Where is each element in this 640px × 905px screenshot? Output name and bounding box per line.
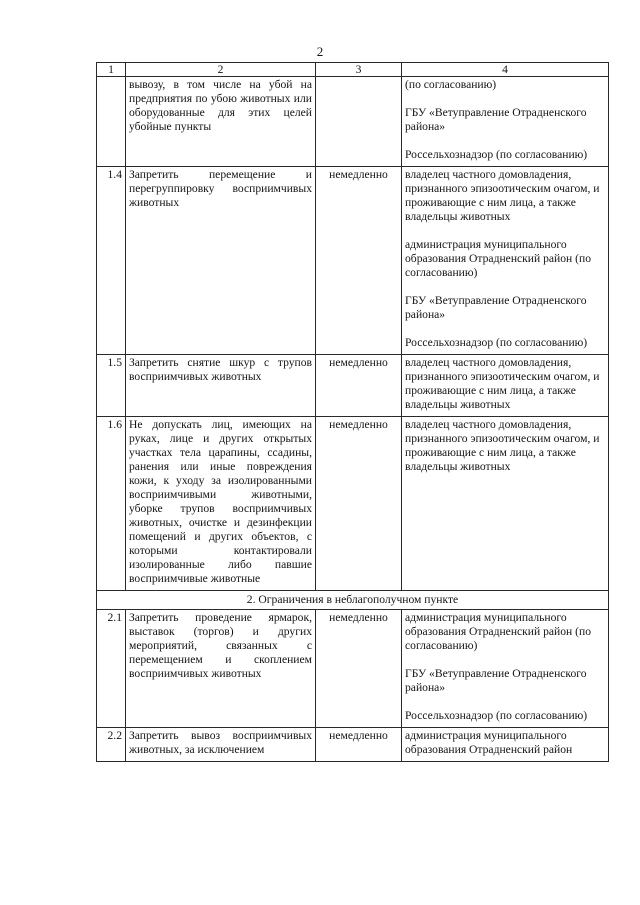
table-row	[97, 610, 609, 728]
header-cell-4: 4	[402, 63, 609, 77]
row-term: немедленно	[316, 610, 402, 728]
row-number: 2.1	[97, 610, 126, 728]
row-action: Не допускать лиц, имеющих на руках, лице и других открытых участках тела царапины, ссадины, ранения или иные повреждения кожи, к уходу за изолированными восприимчивыми животными, уборке трупов восприимчивых животных, очистке и дезинфекции помещений и других объектов, с которыми контактировали изолированные либо павшие восприимчивые животные	[126, 417, 316, 591]
row-number: 2.2	[97, 728, 126, 762]
row-term: немедленно	[316, 167, 402, 355]
row-number: 1.4	[97, 167, 126, 355]
responsible-entry: администрация муниципального образования Отрадненский район	[405, 729, 573, 756]
responsible-entry: (по согласованию)	[405, 78, 497, 91]
responsible-entry: ГБУ «Ветуправление Отрадненского района»	[405, 106, 587, 133]
responsible-entry: ГБУ «Ветуправление Отрадненского района»	[405, 294, 587, 321]
row-responsible	[402, 728, 609, 762]
row-action: вывозу, в том числе на убой на предприятия по убою животных или оборудованные для этих целей убойные пункты	[126, 77, 316, 167]
table-row	[97, 355, 609, 417]
responsible-entry: Россельхознадзор (по согласованию)	[405, 148, 588, 161]
row-responsible	[402, 77, 609, 167]
responsible-entry: Россельхознадзор (по согласованию)	[405, 336, 588, 349]
header-cell-3: 3	[316, 63, 402, 77]
row-term: немедленно	[316, 417, 402, 591]
row-number: 1.6	[97, 417, 126, 591]
responsible-entry: Россельхознадзор (по согласованию)	[405, 709, 588, 722]
table-row	[97, 417, 609, 591]
row-responsible	[402, 167, 609, 355]
header-cell-1: 1	[97, 63, 126, 77]
table-row	[97, 728, 609, 762]
header-row	[97, 63, 609, 77]
table-row	[97, 167, 609, 355]
row-responsible	[402, 610, 609, 728]
row-responsible	[402, 417, 609, 591]
row-number	[97, 77, 126, 167]
responsible-entry: администрация муниципального образования Отрадненский район (по согласованию)	[405, 238, 592, 279]
table-row	[97, 77, 609, 167]
row-action: Запретить снятие шкур с трупов восприимчивых животных	[126, 355, 316, 417]
responsible-entry: владелец частного домовладения, признанного эпизоотическим очагом, и проживающие с ним лица, а также владельцы животных	[405, 418, 600, 473]
responsible-entry: администрация муниципального образования Отрадненский район (по согласованию)	[405, 611, 592, 652]
row-action: Запретить перемещение и перегруппировку восприимчивых животных	[126, 167, 316, 355]
section-heading-row	[97, 591, 609, 610]
responsible-entry: владелец частного домовладения, признанного эпизоотическим очагом, и проживающие с ним лица, а также владельцы животных	[405, 168, 600, 223]
row-term	[316, 77, 402, 167]
row-action: Запретить вывоз восприимчивых животных, за исключением	[126, 728, 316, 762]
responsible-entry: ГБУ «Ветуправление Отрадненского района»	[405, 667, 587, 694]
section-heading: 2. Ограничения в неблагополучном пункте	[97, 591, 609, 610]
row-term: немедленно	[316, 728, 402, 762]
responsible-entry: владелец частного домовладения, признанного эпизоотическим очагом, и проживающие с ним лица, а также владельцы животных	[405, 356, 600, 411]
row-number: 1.5	[97, 355, 126, 417]
page-number: 2	[316, 44, 324, 59]
row-action: Запретить проведение ярмарок, выставок (торгов) и других мероприятий, связанных с перемещением и скоплением восприимчивых животных	[126, 610, 316, 728]
header-cell-2: 2	[126, 63, 316, 77]
row-term: немедленно	[316, 355, 402, 417]
row-responsible	[402, 355, 609, 417]
measures-table	[96, 62, 609, 762]
